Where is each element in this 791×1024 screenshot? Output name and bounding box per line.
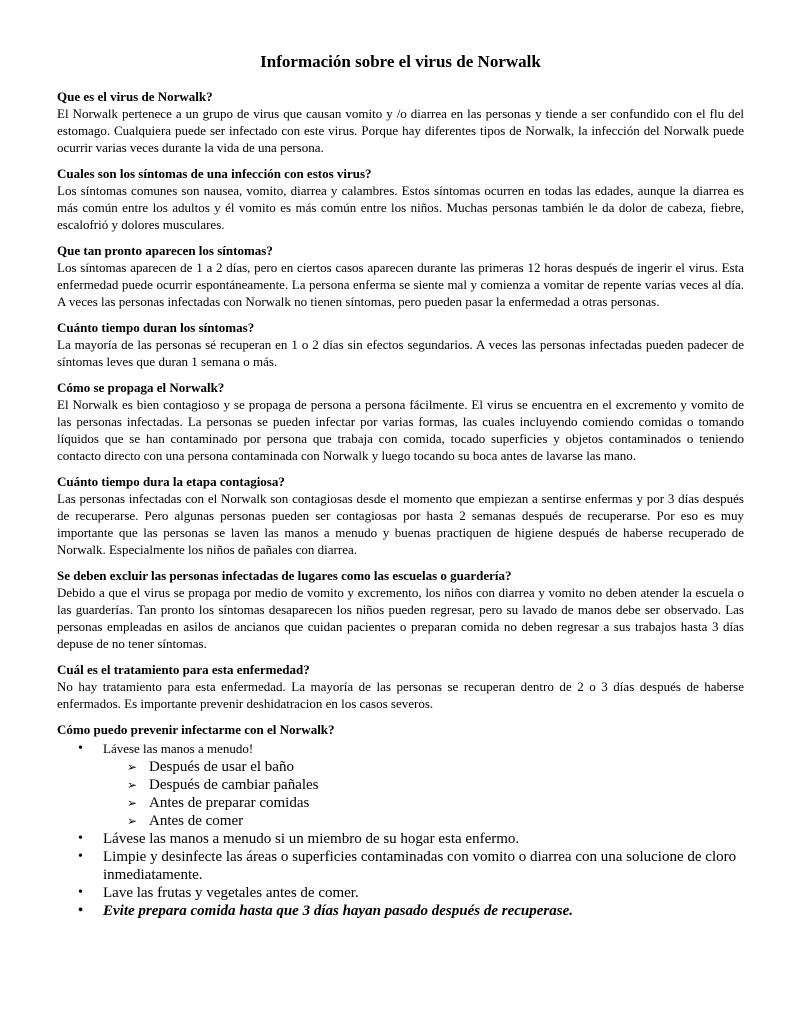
list-item-text: Lave las frutas y vegetales antes de comer. [103, 885, 359, 901]
section-heading: Se deben excluir las personas infectadas de lugares como las escuelas o guardería? [57, 568, 512, 583]
sub-list-item-text: Antes de comer [149, 813, 244, 829]
section-contagious-period [57, 473, 744, 558]
list-item-emphasis [57, 902, 744, 920]
page-title: Información sobre el virus de Norwalk [260, 52, 541, 71]
section-heading: Que es el virus de Norwalk? [57, 89, 213, 104]
section-heading: Cómo se propaga el Norwalk? [57, 380, 225, 395]
sub-list-item [127, 758, 744, 776]
section-heading: Cuál es el tratamiento para esta enfermedad? [57, 662, 310, 677]
sub-list [103, 758, 744, 830]
bullet-icon: • [78, 831, 83, 846]
section-body: Los síntomas aparecen de 1 a 2 días, pero en ciertos casos aparecen durante las primeras 12 horas después de ingerir el virus. Esta enfermedad puede ocurrir espontáneamente. La persona enferma se siente mal y comienza a vomitar de repente varias veces al día. A veces las personas infectadas con Norwalk no tienen síntomas, pero pueden pasar la enfermedad a otras personas. [57, 260, 744, 309]
bullet-icon: • [78, 849, 83, 864]
list-item-text: Lávese las manos a menudo si un miembro de su hogar esta enfermo. [103, 831, 520, 847]
arrow-bullet-icon: ➢ [127, 778, 138, 792]
bullet-icon: • [78, 885, 83, 900]
section-body: Debido a que el virus se propaga por medio de vomito y excremento, los niños con diarrea y vomito no deben atender la escuela o las guarderías. Tan pronto los síntomas desaparecen los niños pueden regresar, pero su lavado de manos debe ser observado. Las personas empleadas en asilos de ancianos que cuidan pacientes o preparan comida no deben regresar a sus trabajos hasta 3 días depuse de no tener síntomas. [57, 585, 744, 651]
section-duration [57, 319, 744, 370]
section-body: La mayoría de las personas sé recuperan en 1 o 2 días sin efectos segundarios. A veces las personas infectadas pueden padecer de síntomas leves que duran 1 semana o más. [57, 337, 744, 369]
section-treatment [57, 661, 744, 712]
section-body: El Norwalk pertenece a un grupo de virus que causan vomito y /o diarrea en las personas y tiende a ser confundido con el flu del estomago. Cualquiera puede ser infectado con este virus. Porque hay diferentes tipos de Norwalk, la infección del Norwalk puede ocurrir varias veces durante la vida de una persona. [57, 106, 744, 155]
section-symptoms [57, 165, 744, 233]
section-heading: Cuales son los síntomas de una infección con estos virus? [57, 166, 372, 181]
section-exclusion [57, 567, 744, 652]
list-item [57, 740, 744, 830]
section-heading: Cuánto tiempo dura la etapa contagiosa? [57, 474, 285, 489]
section-heading: Cuánto tiempo duran los síntomas? [57, 320, 255, 335]
arrow-bullet-icon: ➢ [127, 796, 138, 810]
arrow-bullet-icon: ➢ [127, 814, 138, 828]
sub-list-item [127, 776, 744, 794]
list-item-text: Limpie y desinfecte las áreas o superficies contaminadas con vomito o diarrea con una solucione de cloro inmediatamente. [103, 849, 737, 883]
sub-list-item-text: Antes de preparar comidas [149, 795, 310, 811]
list-item [57, 884, 744, 902]
section-body: No hay tratamiento para esta enfermedad. La mayoría de las personas se recuperan dentro de 2 o 3 días después de haberse enfermados. Es importante prevenir deshidatracion en los casos severos. [57, 679, 744, 711]
section-heading: Que tan pronto aparecen los síntomas? [57, 243, 273, 258]
list-item [57, 830, 744, 848]
section-heading: Cómo puedo prevenir infectarme con el Norwalk? [57, 722, 335, 737]
prevention-list [57, 740, 744, 920]
sub-list-item-text: Después de cambiar pañales [149, 777, 319, 793]
list-item-text: Lávese las manos a menudo! [103, 741, 254, 756]
sub-list-item-text: Después de usar el baño [149, 759, 294, 775]
section-what-is [57, 88, 744, 156]
bullet-icon: • [78, 903, 83, 918]
arrow-bullet-icon: ➢ [127, 760, 138, 774]
section-spread [57, 379, 744, 464]
section-body: Los síntomas comunes son nausea, vomito, diarrea y calambres. Estos síntomas ocurren en todas las edades, aunque la diarrea es más común entre los adultos y él vomito es más común entre los niños. Muchas personas también le da dolor de cabeza, fiebre, escalofrió y dolores musculares. [57, 183, 744, 232]
section-body: El Norwalk es bien contagioso y se propaga de persona a persona fácilmente. El virus se encuentra en el excremento y vomito de las personas infectadas. La personas se pueden infectar por varias formas, las cuales incluyendo comiendo comidas o tomando líquidos que se han contaminado por persona que trabaja con comida, tocado superficies y objetos contaminados o teniendo contacto directo con una persona contaminada con Norwalk y luego tocando su boca antes de lavarse las mano. [57, 397, 744, 463]
list-item [57, 848, 744, 884]
sub-list-item [127, 794, 744, 812]
section-onset [57, 242, 744, 310]
section-body: Las personas infectadas con el Norwalk son contagiosas desde el momento que empiezan a sentirse enfermas y por 3 días después de recuperarse. Pero algunas personas pueden ser contagiosas por hasta 2 semanas después de recuperarse. Por eso es muy importante que las personas se laven las manos a menudo y buenas practiquen de higiene después de haberse recuperado de Norwalk. Especialmente los niños de pañales con diarrea. [57, 491, 744, 557]
list-item-text: Evite prepara comida hasta que 3 días hayan pasado después de recuperase. [103, 903, 573, 919]
section-prevention [57, 721, 744, 920]
sub-list-item [127, 812, 744, 830]
bullet-icon: • [78, 741, 83, 756]
